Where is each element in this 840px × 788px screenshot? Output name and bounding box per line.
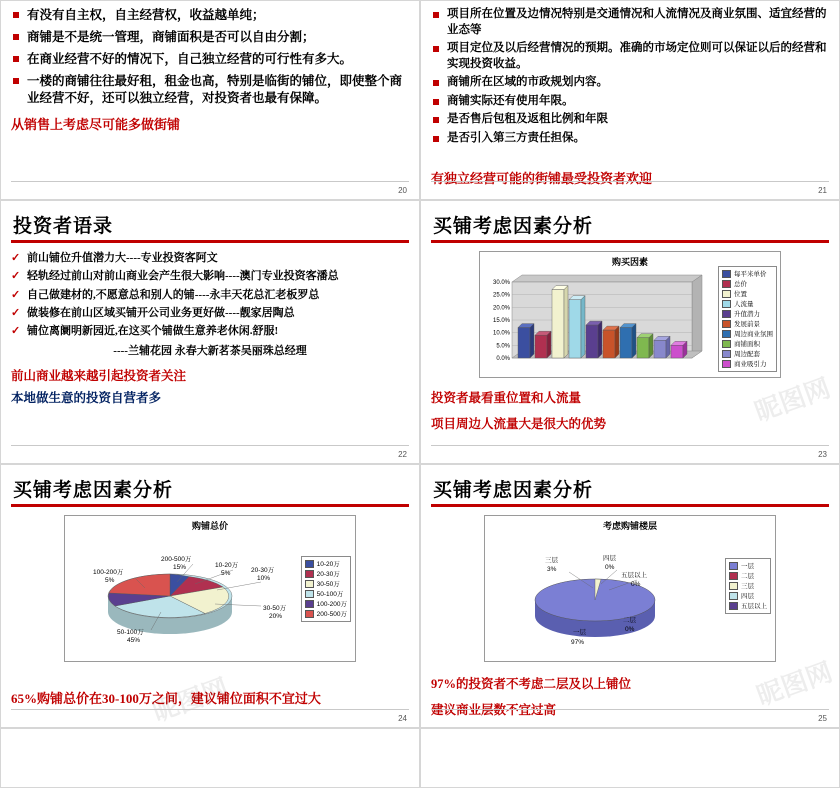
legend-swatch — [729, 582, 738, 590]
footer-divider — [431, 445, 829, 446]
list-item: ✓ 轻轨经过前山对前山商业会产生很大影响----澳门专业投资客潘总 — [11, 269, 409, 283]
legend-label: 二层 — [741, 573, 754, 580]
svg-text:20%: 20% — [269, 613, 283, 620]
svg-text:二层: 二层 — [623, 617, 636, 624]
legend-swatch — [722, 290, 731, 298]
page-title: 买铺考虑因素分析 — [433, 216, 594, 237]
slide-conclusion: 有独立经营可能的街铺最受投资者欢迎 — [431, 171, 653, 187]
legend-label: 200-500万 — [316, 611, 347, 618]
watermark: 昵图网 — [149, 673, 233, 728]
slide-number: 21 — [818, 186, 827, 195]
bullet-list — [11, 7, 409, 106]
svg-text:30-50万: 30-50万 — [263, 605, 287, 612]
chart-legend — [725, 558, 771, 614]
slide-conclusion-1: 前山商业越来越引起投资者关注 — [11, 369, 187, 384]
svg-text:20.0%: 20.0% — [492, 305, 510, 312]
legend-swatch — [729, 592, 738, 600]
page-title: 投资者语录 — [13, 216, 114, 237]
svg-text:50-100万: 50-100万 — [117, 629, 144, 636]
svg-text:0%: 0% — [605, 564, 615, 571]
legend-label: 30-50万 — [316, 581, 340, 588]
svg-text:30.0%: 30.0% — [492, 280, 510, 286]
legend-swatch — [722, 310, 731, 318]
slide-placeholder-right — [420, 728, 840, 788]
legend-swatch — [305, 610, 314, 618]
list-item: 有没有自主权，自主经营权，收益越单纯； — [11, 7, 409, 24]
slide-number: 25 — [818, 714, 827, 723]
list-item: 项目所在位置及边情况特别是交通情况和人流情况及商业氛围、适宜经营的业态等 — [431, 7, 829, 38]
list-item: ✓ 自己做建材的,不愿意总和别人的铺----永丰天花总汇老板罗总 — [11, 288, 409, 302]
svg-text:五层以上: 五层以上 — [621, 572, 647, 579]
legend-label: 三层 — [741, 583, 754, 590]
slide-conclusion-2: 建议商业层数不宜过高 — [431, 703, 557, 717]
svg-text:15.0%: 15.0% — [492, 318, 510, 324]
svg-text:200-500万: 200-500万 — [161, 556, 192, 563]
svg-text:97%: 97% — [571, 639, 585, 646]
legend-label: 周边配套 — [734, 351, 760, 358]
svg-text:25.0%: 25.0% — [492, 292, 510, 299]
slide-22 — [0, 200, 420, 464]
legend-swatch — [729, 562, 738, 570]
slide-conclusion-1: 65%购铺总价在30-100万之间，建议铺位面积不宜过大 — [11, 691, 321, 706]
slide-number: 20 — [398, 186, 407, 195]
slide-placeholder-left — [0, 728, 420, 788]
slide-24 — [0, 464, 420, 728]
slide-23 — [420, 200, 840, 464]
svg-text:100-200万: 100-200万 — [93, 569, 124, 576]
bullet-list — [431, 7, 829, 146]
legend-label: 一层 — [741, 563, 754, 570]
legend-label: 商铺面积 — [734, 341, 760, 348]
title-underline — [431, 240, 829, 243]
page-title: 买铺考虑因素分析 — [13, 480, 174, 501]
footer-divider — [431, 709, 829, 710]
chart-title: 购买因素 — [611, 257, 648, 267]
legend-swatch — [722, 300, 731, 308]
watermark: 昵图网 — [751, 373, 835, 428]
legend-swatch — [305, 600, 314, 608]
svg-text:0%: 0% — [631, 581, 641, 588]
legend-label: 商业吸引力 — [734, 361, 767, 368]
footer-divider — [11, 445, 409, 446]
legend-label: 发展前景 — [734, 321, 760, 328]
svg-text:10.0%: 10.0% — [492, 330, 510, 337]
list-item: ✓ 前山铺位升值潜力大----专业投资客阿文 — [11, 251, 409, 265]
list-item: 商铺是不是统一管理，商铺面积是否可以自由分割； — [11, 29, 409, 46]
footer-divider — [431, 181, 829, 182]
legend-swatch — [722, 320, 731, 328]
list-item: 商铺实际还有使用年限。 — [431, 94, 829, 110]
list-item: 一楼的商铺往往最好租，租金也高，特别是临街的铺位，即使整个商业经营不好，还可以独立经营，对投资者也最有保障。 — [11, 73, 409, 107]
legend-swatch — [722, 270, 731, 278]
pie-chart-floor — [484, 515, 776, 662]
legend-label: 每平米单价 — [734, 271, 767, 278]
slide-conclusion-1: 97%的投资者不考虑二层及以上铺位 — [431, 677, 632, 691]
legend-swatch — [722, 340, 731, 348]
svg-text:5.0%: 5.0% — [496, 343, 510, 350]
slide-20 — [0, 0, 420, 200]
title-underline — [431, 504, 829, 507]
svg-text:20-30万: 20-30万 — [251, 567, 275, 574]
legend-label: 周边商业氛围 — [734, 331, 773, 338]
legend-swatch — [729, 602, 738, 610]
legend-label: 四层 — [741, 593, 754, 600]
list-item: ✓ 铺位离阛明新园近,在这买个铺做生意养老休闲.舒服! — [11, 324, 409, 338]
legend-swatch — [305, 590, 314, 598]
slide-21 — [420, 0, 840, 200]
chart-title: 购铺总价 — [191, 521, 228, 531]
legend-label: 人流量 — [734, 301, 754, 308]
watermark: 昵图网 — [753, 657, 837, 712]
legend-swatch — [729, 572, 738, 580]
legend-label: 10-20万 — [316, 561, 340, 568]
svg-text:5%: 5% — [105, 577, 115, 584]
svg-text:10%: 10% — [257, 575, 271, 582]
svg-text:一层: 一层 — [573, 629, 586, 636]
slide-conclusion-2: 项目周边人流量大是很大的优势 — [431, 417, 607, 431]
legend-swatch — [305, 580, 314, 588]
legend-label: 20-30万 — [316, 571, 340, 578]
list-item: 是否售后包租及返租比例和年限 — [431, 112, 829, 128]
svg-text:3%: 3% — [547, 566, 557, 573]
title-underline — [11, 240, 409, 243]
footer-divider — [11, 181, 409, 182]
quote-list — [11, 251, 409, 338]
legend-swatch — [305, 570, 314, 578]
svg-text:0%: 0% — [625, 626, 635, 633]
legend-label: 位置 — [734, 291, 747, 298]
slide-conclusion: 从销售上考虑尽可能多做街铺 — [11, 117, 181, 133]
chart-legend — [301, 556, 351, 622]
slide-number: 22 — [398, 450, 407, 459]
legend-label: 五层以上 — [741, 603, 767, 610]
legend-label: 升值潜力 — [734, 311, 760, 318]
legend-label: 100-200万 — [316, 601, 347, 608]
legend-swatch — [305, 560, 314, 568]
chart-title: 考虑购铺楼层 — [602, 521, 657, 531]
legend-swatch — [722, 360, 731, 368]
svg-text:15%: 15% — [173, 564, 187, 571]
slide-25 — [420, 464, 840, 728]
legend-swatch — [722, 350, 731, 358]
legend-swatch — [722, 280, 731, 288]
bar-chart — [479, 251, 781, 378]
svg-text:0.0%: 0.0% — [496, 356, 510, 362]
list-item: 在商业经营不好的情况下，自己独立经营的可行性有多大。 — [11, 51, 409, 68]
slide-number: 23 — [818, 450, 827, 459]
svg-text:45%: 45% — [127, 637, 141, 644]
legend-swatch — [722, 330, 731, 338]
pie-chart-total-price — [64, 515, 356, 662]
slide-conclusion-1: 投资者最看重位置和人流量 — [431, 391, 582, 405]
footer-divider — [11, 709, 409, 710]
legend-label: 50-100万 — [316, 591, 344, 598]
svg-text:5%: 5% — [221, 570, 231, 577]
svg-text:10-20万: 10-20万 — [215, 562, 239, 569]
page-title: 买铺考虑因素分析 — [433, 480, 594, 501]
svg-text:四层: 四层 — [603, 555, 616, 562]
chart-legend — [718, 266, 777, 372]
svg-text:三层: 三层 — [545, 557, 558, 564]
list-item: 项目定位及以后经营情况的预期。准确的市场定位则可以保证以后的经营和实现投资收益。 — [431, 41, 829, 72]
slide-conclusion-2: 本地做生意的投资自营者多 — [11, 391, 162, 406]
list-item: ✓ 做装修在前山区域买铺开公司业务更好做----靓家居陶总 — [11, 306, 409, 320]
slide-number: 24 — [398, 714, 407, 723]
quote-signature: ----兰辅花园 永春大新茗茶吴丽珠总经理 — [113, 345, 307, 358]
title-underline — [11, 504, 409, 507]
legend-label: 总价 — [734, 281, 747, 288]
list-item: 是否引入第三方责任担保。 — [431, 131, 829, 147]
list-item: 商铺所在区域的市政规划内容。 — [431, 75, 829, 91]
